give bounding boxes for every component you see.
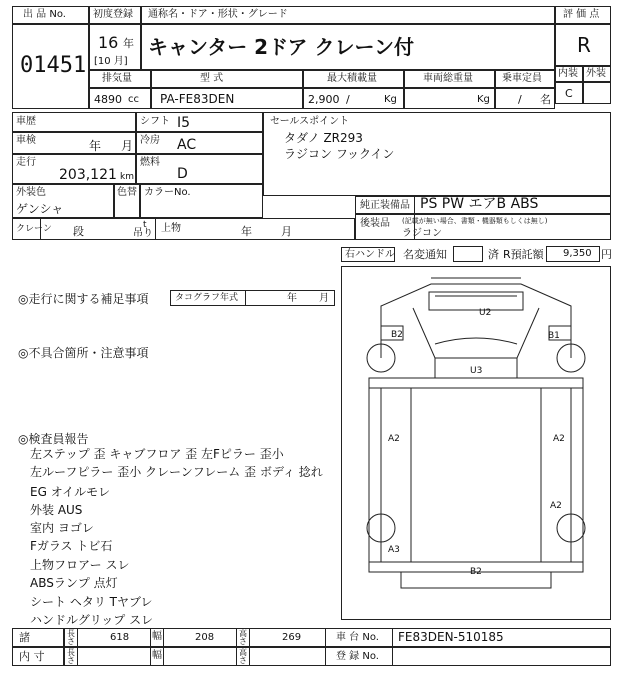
windshield	[429, 292, 523, 310]
inspection-year-unit: 年	[89, 139, 102, 153]
defects-label: ◎不具合箇所・注意事項	[18, 346, 149, 360]
length2-label-cell	[64, 647, 78, 666]
shift-cell	[136, 112, 263, 132]
shift-label: シフト	[140, 116, 170, 127]
recycle-deposit-box	[546, 246, 600, 262]
inspector-line-4: 外装 AUS	[30, 503, 83, 517]
aftermarket-label: 後装品	[360, 218, 390, 229]
displacement-value: 4890	[94, 93, 122, 106]
score-value: R	[577, 33, 591, 57]
first-reg-value-cell	[89, 24, 141, 70]
inspector-line-6: Fガラス トビ石	[30, 539, 113, 553]
sales-point-cell	[263, 112, 611, 196]
capacity-value-cell	[495, 88, 555, 109]
model-value-cell	[151, 88, 303, 109]
width2-label-cell	[150, 647, 164, 666]
aftermarket-value: ラジコン	[402, 228, 442, 239]
exterior-color-cell	[12, 184, 114, 218]
inspection-label: 車検	[16, 135, 36, 146]
lot-label: 出 品 No.	[23, 9, 66, 20]
recycle-unit: 円	[601, 248, 612, 261]
fuel-value: D	[177, 166, 188, 182]
width-label: 幅	[152, 631, 162, 642]
chassis-label: 車 台 No.	[336, 632, 379, 643]
crane-divider-1	[40, 218, 41, 240]
height-value: 269	[282, 632, 302, 643]
reg-year: 16	[98, 33, 119, 52]
gross-label-cell	[404, 70, 495, 88]
tacho-year-unit: 年	[287, 293, 297, 304]
score-cell	[555, 24, 611, 66]
inspector-line-2: 左ルーフピラー 歪小 クレーンフレーム 歪 ボディ 捻れ	[30, 465, 323, 479]
capacity-label-cell	[495, 70, 555, 88]
height-label-cell	[236, 628, 250, 647]
bed-year-unit: 年	[241, 225, 252, 238]
exterior-color-label: 外装色	[16, 187, 46, 198]
mileage-label: 走行	[16, 157, 36, 168]
load-label: 最大積載量	[327, 73, 377, 84]
change-notice-label: 名変通知	[403, 248, 447, 261]
recycle-label: 済	[488, 248, 499, 261]
dims-row-2	[12, 647, 611, 666]
recycle-deposit-value: 9,350	[563, 248, 592, 259]
dash-curve	[435, 338, 517, 344]
displacement-unit: cc	[128, 94, 139, 105]
interior-grade-cell	[555, 82, 583, 104]
height2-label: 高さ	[239, 648, 247, 665]
color-code-label: カラーNo.	[144, 187, 191, 198]
length-value: 618	[110, 632, 130, 643]
score-label-cell	[555, 6, 611, 24]
change-notice-box	[453, 246, 483, 262]
inspector-line-9: シート ヘタリ Tヤブレ	[30, 595, 153, 609]
lot-number: 01451	[20, 53, 87, 78]
bed-month-unit: 月	[281, 225, 292, 238]
reg-no-label-cell	[325, 647, 393, 666]
color-change-label: 色替	[117, 187, 137, 198]
fuel-label: 燃料	[140, 157, 160, 168]
exterior-color-value: ゲンシャ	[16, 202, 64, 216]
mileage-unit: km	[120, 172, 134, 182]
inspector-line-3: EG オイルモレ	[30, 485, 111, 499]
chassis-label-cell	[325, 628, 393, 647]
aftermarket-note: (記載が無い場合、書類・機器類もしくは無し)	[402, 217, 548, 225]
car-name: キャンター 2ドア クレーン付	[148, 35, 415, 59]
width2-label: 幅	[152, 650, 162, 661]
mark-b1-right: B1	[548, 331, 560, 341]
length-label-cell	[64, 628, 78, 647]
sales-point-line-1: タダノ ZR293	[284, 131, 363, 145]
shift-value: I5	[177, 115, 191, 131]
crane-row	[12, 218, 355, 240]
length-label: 長さ	[67, 629, 75, 646]
exterior-label: 外装	[586, 68, 606, 79]
color-code-cell	[140, 184, 263, 218]
reg-no-label: 登 録 No.	[336, 651, 379, 662]
mark-u3: U3	[470, 366, 483, 376]
equipment-divider	[414, 196, 415, 240]
bed-label: 上物	[161, 223, 181, 234]
tacho-label: タコグラフ年式	[175, 293, 239, 303]
inspection-cell	[12, 132, 136, 154]
gross-label: 車両総重量	[423, 73, 473, 84]
equipment-value: PS PW エアB ABS	[420, 196, 539, 212]
crane-stage-unit: 段	[73, 225, 84, 238]
model-label: 型 式	[200, 73, 224, 84]
load-value-cell	[303, 88, 404, 109]
lot-label-cell	[12, 6, 89, 24]
reg-month: [10 月]	[94, 56, 128, 67]
equipment-label: 純正装備品	[360, 200, 410, 211]
gross-value-cell	[404, 88, 495, 109]
color-change-cell	[114, 184, 140, 218]
inspector-line-5: 室内 ヨゴレ	[30, 521, 94, 535]
score-label: 評 価 点	[563, 9, 600, 20]
inspector-line-8: ABSランプ 点灯	[30, 576, 118, 590]
lot-number-cell	[12, 24, 89, 109]
mark-u2: U2	[479, 308, 492, 318]
inspector-line-10: ハンドルグリップ スレ	[30, 613, 154, 627]
interior-label-cell	[555, 66, 583, 82]
interior-row-label-cell	[12, 647, 64, 666]
displacement-value-cell	[89, 88, 151, 109]
mark-b2-bottom: B2	[470, 567, 482, 577]
crane-ton-mark: t	[143, 220, 147, 230]
mark-a2-right-bottom: A2	[550, 501, 562, 511]
first-reg-label-cell	[89, 6, 141, 24]
dims-label: 諸	[19, 631, 30, 644]
ac-cell	[136, 132, 263, 154]
capacity-unit: 名	[540, 93, 551, 106]
reg-year-unit: 年	[123, 37, 134, 50]
handle-cell	[341, 247, 395, 262]
history-cell	[12, 112, 136, 132]
car-name-cell	[141, 24, 555, 70]
displacement-label: 排気量	[102, 73, 132, 84]
sales-point-label: セールスポイント	[270, 116, 350, 127]
name-label-cell	[141, 6, 555, 24]
width-value: 208	[195, 632, 215, 643]
gross-unit: Kg	[477, 94, 490, 105]
dims-label-cell	[12, 628, 64, 647]
capacity-label: 乗車定員	[502, 73, 542, 84]
load-label-cell	[303, 70, 404, 88]
recycle-deposit-label: R預託額	[503, 248, 544, 261]
driving-notes-label: ◎走行に関する補足事項	[18, 292, 149, 306]
crane-ton-unit: 吊り	[133, 228, 153, 239]
mileage-value: 203,121	[59, 167, 117, 183]
name-label: 通称名・ドア・形状・グレード	[148, 9, 288, 20]
first-reg-label: 初度登録	[93, 9, 133, 20]
interior-grade: C	[565, 87, 573, 100]
mark-a2-left: A2	[388, 434, 400, 444]
interior-label: 内装	[558, 68, 578, 79]
fuel-cell	[136, 154, 263, 184]
inspection-month-unit: 月	[121, 139, 134, 153]
aftermarket-cell	[355, 214, 611, 240]
height2-label-cell	[236, 647, 250, 666]
crane-label: クレーン	[16, 224, 52, 234]
inspector-label: ◎検査員報告	[18, 432, 89, 446]
interior-row-label: 内 寸	[19, 650, 45, 663]
dims-row-1	[12, 628, 611, 647]
tacho-month-unit: 月	[319, 293, 329, 304]
load-value: 2,900	[308, 93, 340, 106]
mark-a3: A3	[388, 545, 400, 555]
exterior-label-cell	[583, 66, 611, 82]
inspector-line-1: 左ステップ 歪 キャブフロア 歪 左Fピラー 歪小	[30, 447, 284, 461]
length2-label: 長さ	[67, 648, 75, 665]
mileage-cell	[12, 154, 136, 184]
model-value: PA-FE83DEN	[160, 92, 235, 106]
history-label: 車歴	[16, 116, 36, 127]
exterior-grade-cell	[583, 82, 611, 104]
mark-a2-right-top: A2	[553, 434, 565, 444]
model-label-cell	[151, 70, 303, 88]
cab-outline	[381, 284, 571, 358]
ac-label: 冷房	[140, 135, 160, 146]
sales-point-line-2: ラジコン フックイン	[284, 147, 395, 161]
tacho-cell	[170, 290, 335, 306]
height-label: 高さ	[239, 629, 247, 646]
cab-inner	[413, 308, 539, 358]
crane-divider-2	[155, 218, 156, 240]
ac-value: AC	[177, 137, 197, 153]
inspector-line-7: 上物フロアー スレ	[30, 558, 130, 572]
tacho-divider	[245, 290, 246, 306]
width-label-cell	[150, 628, 164, 647]
load-unit: Kg	[384, 94, 397, 105]
load-separator: /	[346, 93, 350, 106]
bed-outline	[369, 378, 583, 572]
displacement-label-cell	[89, 70, 151, 88]
handle-value: 右ハンドル	[345, 249, 395, 260]
capacity-separator: /	[518, 93, 522, 106]
mark-b2-left: B2	[391, 330, 403, 340]
chassis-value: FE83DEN-510185	[398, 630, 504, 644]
